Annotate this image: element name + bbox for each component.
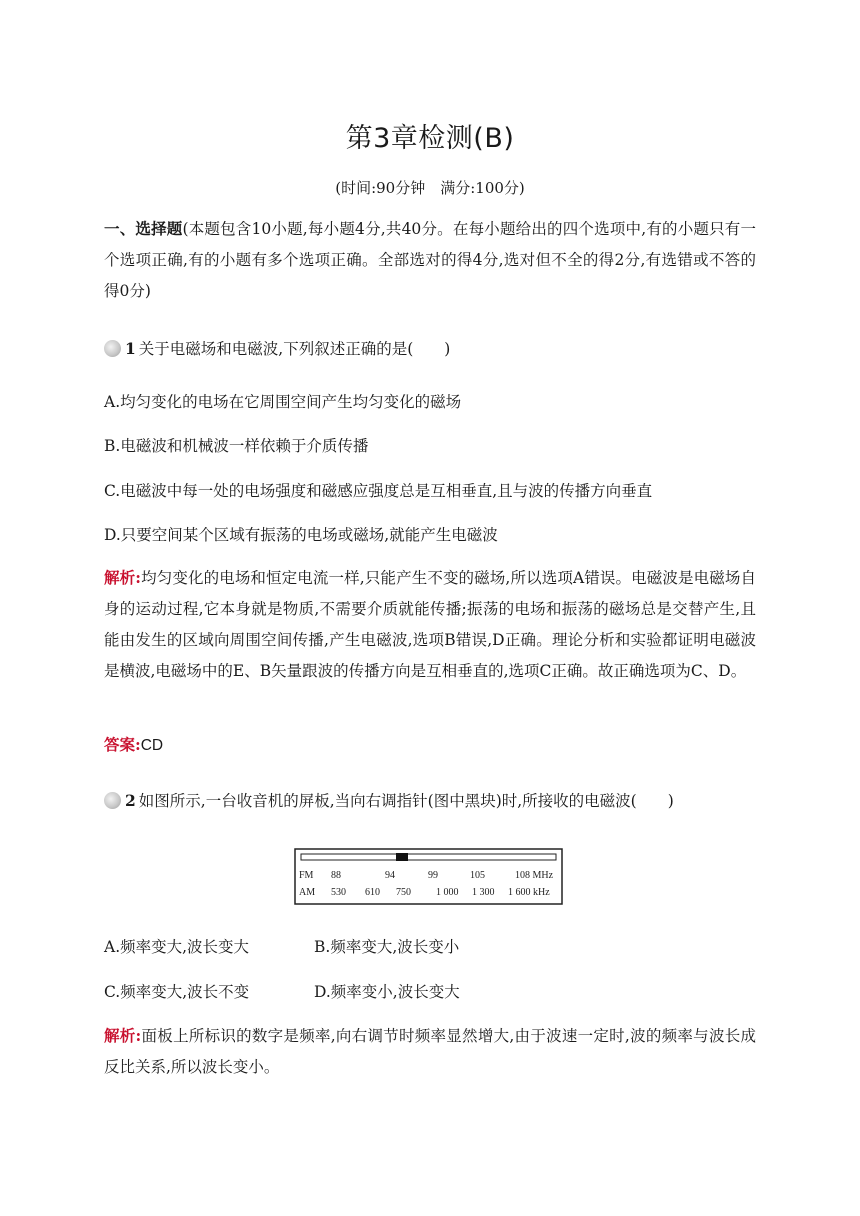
q2-options-row-2 xyxy=(104,980,624,1002)
am-tick: 610 xyxy=(365,887,380,898)
answer-text: CD xyxy=(140,737,164,754)
answer-label: 答案: xyxy=(104,735,141,754)
section-description: (本题包含10小题,每小题4分,共40分。在每小题给出的四个选项中,有的小题只有一个选项正确,有的小题有多个选项正确。全部选对的得4分,选对但不全的得2分,有选错或不答的得0分) xyxy=(104,220,756,300)
fm-tick: 108 MHz xyxy=(515,870,554,881)
q2-options-row-1 xyxy=(104,935,624,957)
am-tick: 1 300 xyxy=(472,887,495,898)
question-text: 关于电磁场和电磁波,下列叙述正确的是( ) xyxy=(138,340,451,358)
am-tick: 530 xyxy=(331,887,346,898)
q2-option-a: A.频率变大,波长变大 xyxy=(104,938,250,956)
section-header xyxy=(104,213,756,307)
analysis-label: 解析: xyxy=(104,568,141,587)
dial-track xyxy=(301,854,556,860)
radio-dial-figure xyxy=(294,848,564,906)
dial-pointer xyxy=(396,853,408,861)
q1-option-a: A.均匀变化的电场在它周围空间产生均匀变化的磁场 xyxy=(104,393,462,411)
q1-option-c: C.电磁波中每一处的电场强度和磁感应强度总是互相垂直,且与波的传播方向垂直 xyxy=(104,482,653,500)
fm-tick: 99 xyxy=(428,870,438,881)
question-text: 如图所示,一台收音机的屏板,当向右调指针(图中黑块)时,所接收的电磁波( ) xyxy=(138,792,674,810)
exam-info: (时间:90分钟 满分:100分) xyxy=(335,179,525,197)
fm-tick: 105 xyxy=(470,870,485,881)
q1-analysis xyxy=(104,562,756,687)
question-number: 2 xyxy=(125,791,136,810)
fm-tick: 88 xyxy=(331,870,341,881)
q2-analysis xyxy=(104,1020,756,1083)
section-label: 一、选择题 xyxy=(104,219,183,238)
fm-label: FM xyxy=(299,870,314,881)
q2-option-b: B.频率变大,波长变小 xyxy=(314,938,460,956)
q2-option-c: C.频率变大,波长不变 xyxy=(104,983,250,1001)
am-tick: 1 600 kHz xyxy=(508,887,550,898)
q2-option-d: D.频率变小,波长变大 xyxy=(314,983,460,1001)
analysis-label: 解析: xyxy=(104,1026,142,1045)
q1-option-d: D.只要空间某个区域有振荡的电场或磁场,就能产生电磁波 xyxy=(104,526,498,544)
question-number: 1 xyxy=(125,339,136,358)
am-tick: 1 000 xyxy=(436,887,459,898)
am-label: AM xyxy=(299,887,316,898)
am-tick: 750 xyxy=(396,887,411,898)
q1-option-b: B.电磁波和机械波一样依赖于介质传播 xyxy=(104,437,369,455)
page-title: 第3章检测(B) xyxy=(345,123,515,154)
q1-answer xyxy=(104,733,163,755)
analysis-text: 面板上所标识的数字是频率,向右调节时频率显然增大,由于波速一定时,波的频率与波长成反比关系,所以波长变小。 xyxy=(104,1027,756,1076)
question-bullet-icon xyxy=(104,340,121,357)
question-1-stem xyxy=(104,337,450,359)
question-2-stem xyxy=(104,789,674,811)
question-bullet-icon xyxy=(104,792,121,809)
fm-tick: 94 xyxy=(385,870,395,881)
analysis-text: 均匀变化的电场和恒定电流一样,只能产生不变的磁场,所以选项A错误。电磁波是电磁场自身的运动过程,它本身就是物质,不需要介质就能传播;振荡的电场和振荡的磁场总是交替产生,且能由发生的区域向周围空间传播,产生电磁波,选项B错误,D正确。理论分析和实验都证明电磁波是横波,电磁场中的E、B矢量跟波的传播方向是互相垂直的,选项C正确。故正确选项为C、D。 xyxy=(104,569,756,680)
